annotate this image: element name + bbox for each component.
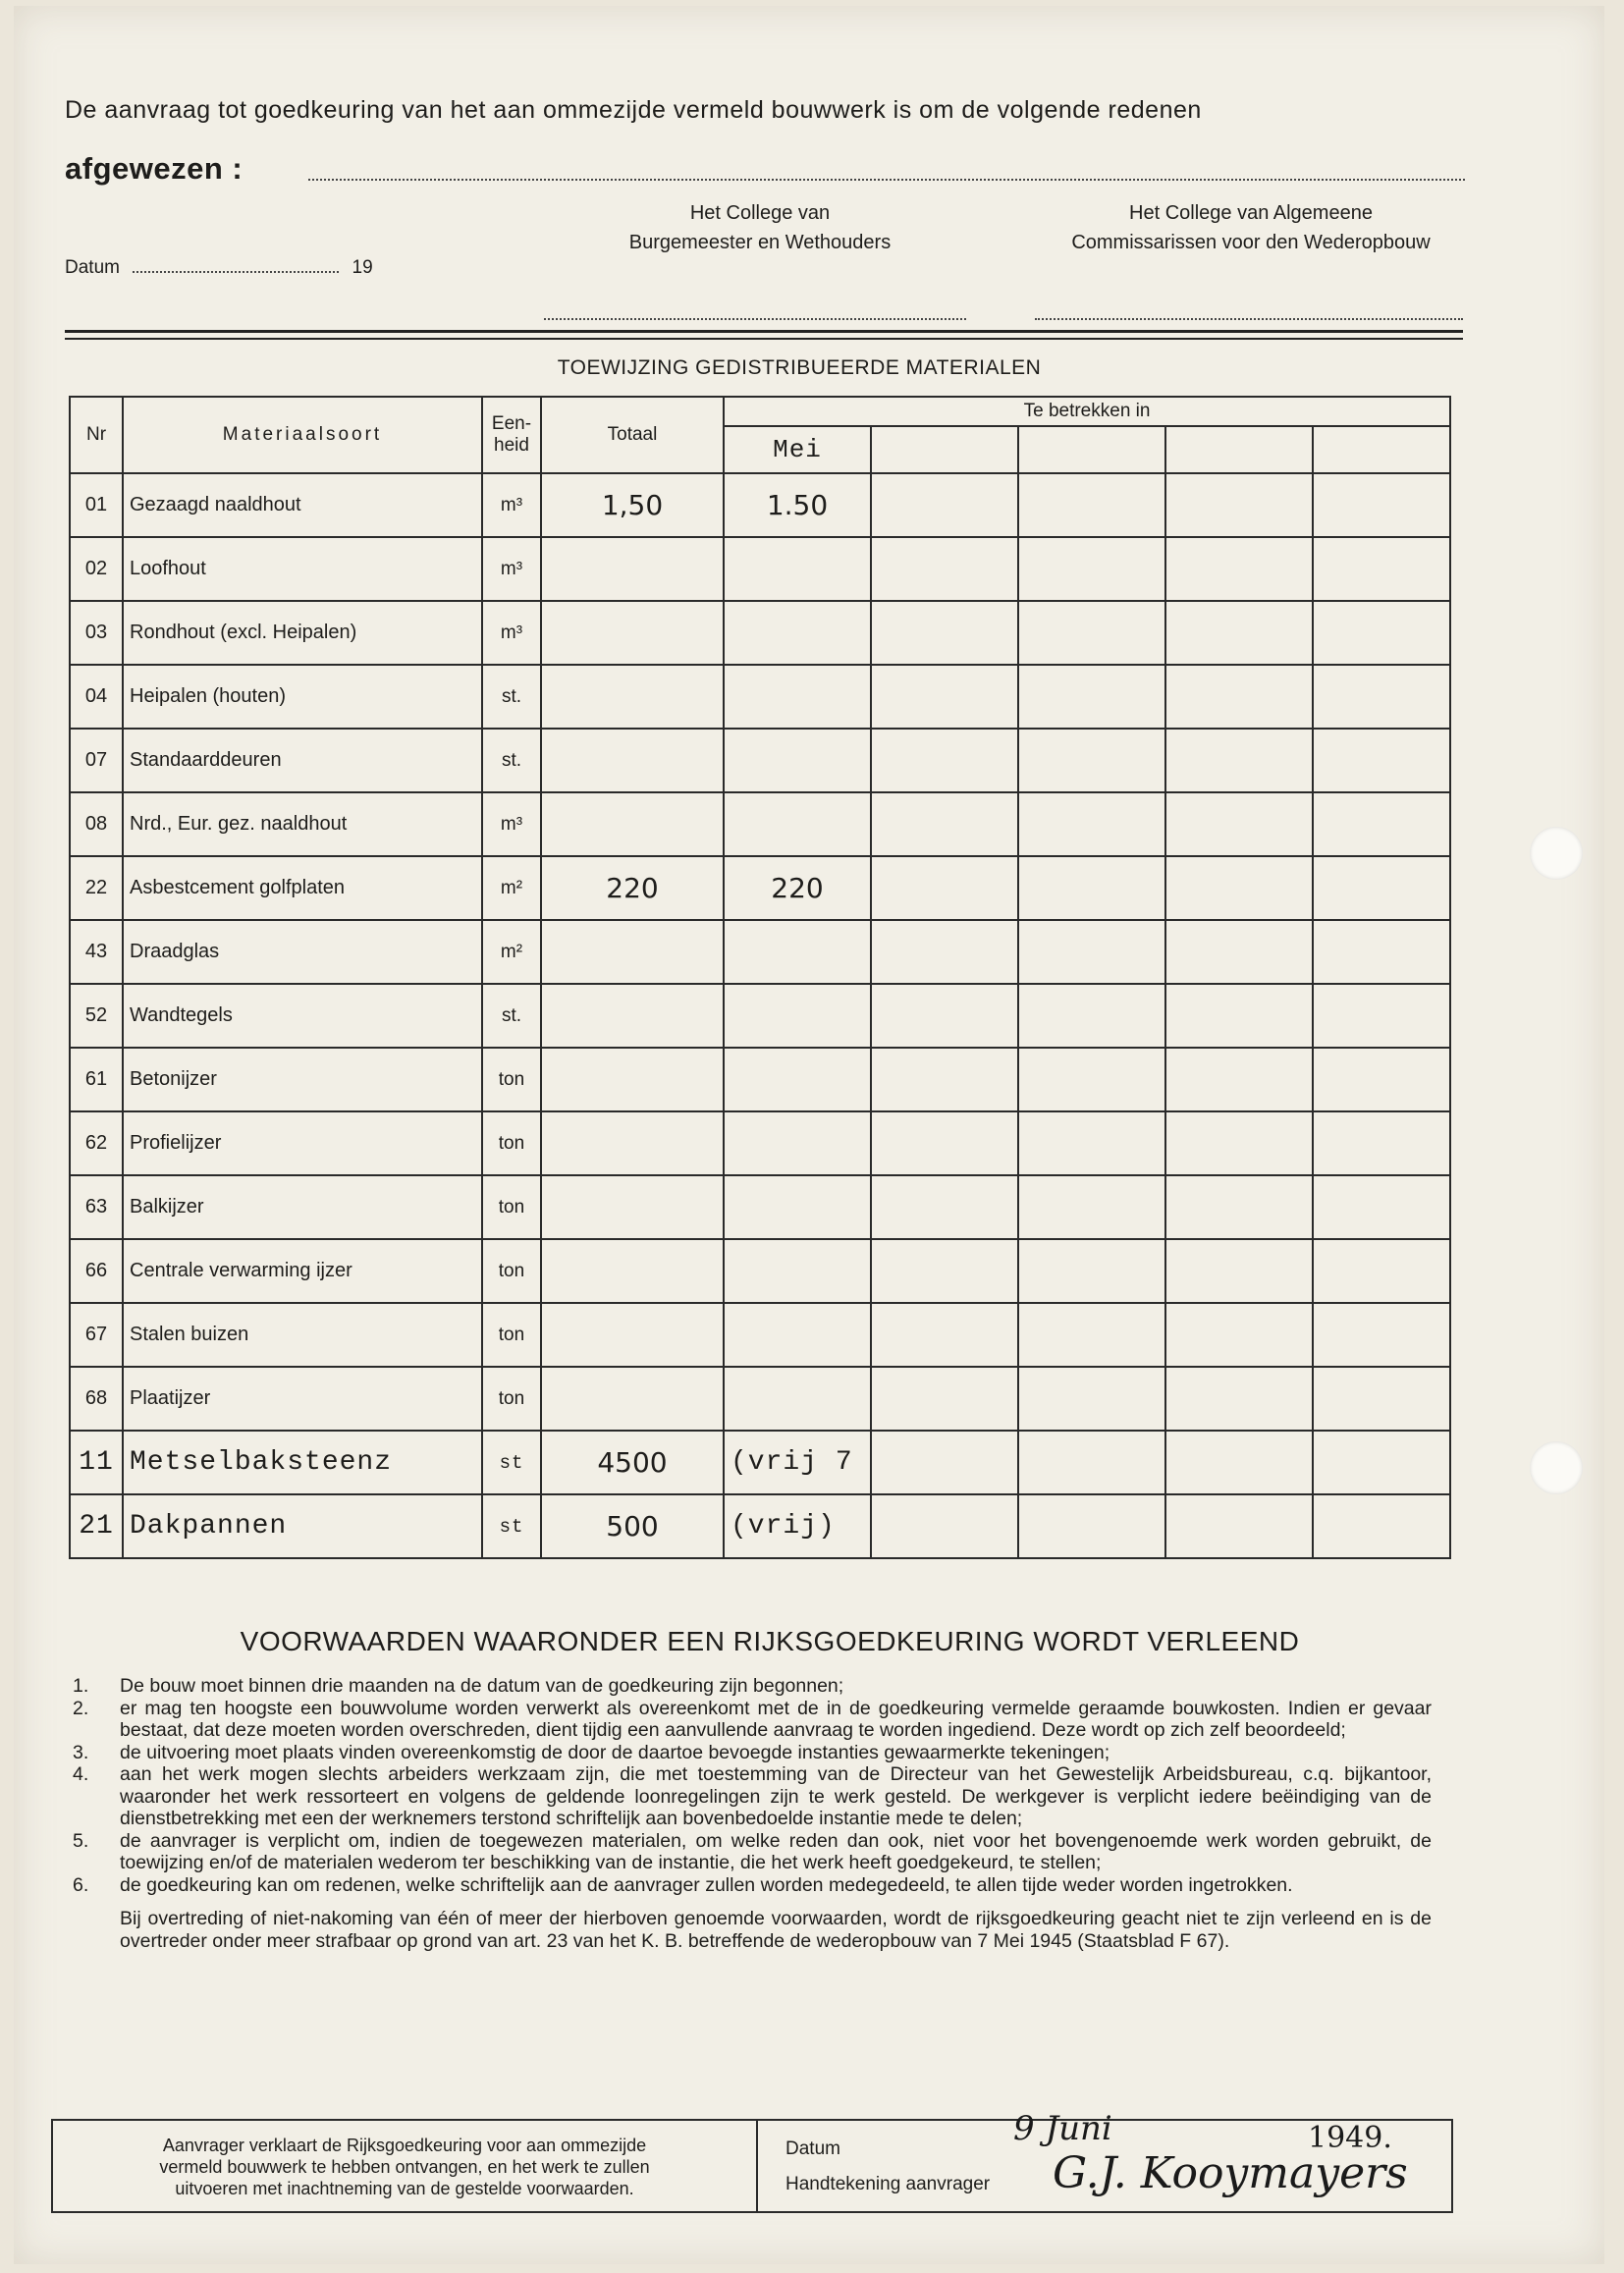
row-month-mei: (vrij) [724, 1494, 871, 1558]
college-commissarissen [1035, 198, 1467, 257]
row-month-mei [724, 1367, 871, 1431]
row-month-mei [724, 1048, 871, 1111]
declaration-text [53, 2121, 758, 2211]
row-totaal [541, 1175, 724, 1239]
row-month-5 [1313, 984, 1450, 1048]
row-month-2 [871, 1494, 1018, 1558]
condition-item [73, 1698, 1432, 1742]
row-unit: m² [482, 920, 541, 984]
row-month-mei [724, 665, 871, 729]
row-material: Standaarddeuren [123, 729, 482, 792]
row-month-mei: 220 [724, 856, 871, 920]
table-row [70, 1239, 1450, 1303]
row-month-2 [871, 1111, 1018, 1175]
condition-item [73, 1830, 1432, 1874]
table-row [70, 1175, 1450, 1239]
row-material: Loofhout [123, 537, 482, 601]
condition-number: 1. [73, 1675, 89, 1697]
row-month-5 [1313, 729, 1450, 792]
table-row-typed [70, 1431, 1450, 1494]
conditions-title: VOORWAARDEN WAARONDER EEN RIJKSGOEDKEURING WORDT VERLEEND [240, 1626, 1300, 1656]
row-material: Wandtegels [123, 984, 482, 1048]
header-materiaalsoort: Materiaalsoort [123, 397, 482, 473]
applicant-signature: G.J. Kooymayers [1053, 2148, 1408, 2198]
punch-hole-bottom [1530, 1441, 1583, 1494]
header-rule-bottom [65, 338, 1463, 340]
row-month-3 [1018, 856, 1165, 920]
row-material: Plaatijzer [123, 1367, 482, 1431]
row-totaal: 4500 [541, 1431, 724, 1494]
datum-year: 19 [352, 257, 373, 278]
row-totaal [541, 984, 724, 1048]
row-month-4 [1165, 1367, 1313, 1431]
condition-text: er mag ten hoogste een bouwvolume worden verwerkt als overeenkomt met de in de goedkeuring vermelde geraamde bouwkosten. Indien er gevaar bestaat, dat deze moeten worden overschreden, dient tijdig een aanvullende aanvraag te worden ingediend. Deze wordt op zich zelf beoordeeld; [120, 1697, 1432, 1741]
row-month-4 [1165, 1431, 1313, 1494]
materials-table [69, 396, 1451, 1559]
row-totaal: 500 [541, 1494, 724, 1558]
row-unit: st [482, 1431, 541, 1494]
table-row [70, 729, 1450, 792]
row-month-2 [871, 920, 1018, 984]
row-unit: ton [482, 1239, 541, 1303]
row-month-3 [1018, 729, 1165, 792]
row-month-5 [1313, 1367, 1450, 1431]
row-month-2 [871, 1367, 1018, 1431]
row-month-2 [871, 1048, 1018, 1111]
row-nr: 22 [70, 856, 123, 920]
row-nr: 63 [70, 1175, 123, 1239]
college-burgemeester [564, 198, 956, 257]
materials-rows [70, 473, 1450, 1558]
signature-area [758, 2109, 1451, 2211]
row-month-3 [1018, 792, 1165, 856]
row-month-2 [871, 792, 1018, 856]
row-month-5 [1313, 1111, 1450, 1175]
row-unit: st. [482, 729, 541, 792]
row-unit: ton [482, 1303, 541, 1367]
row-nr: 04 [70, 665, 123, 729]
row-month-2 [871, 984, 1018, 1048]
row-totaal [541, 1367, 724, 1431]
row-month-4 [1165, 1303, 1313, 1367]
row-totaal [541, 537, 724, 601]
datum-dots [133, 271, 339, 273]
header-eenheid [482, 397, 541, 473]
row-nr: 08 [70, 792, 123, 856]
row-totaal [541, 920, 724, 984]
intro-text: De aanvraag tot goedkeuring van het aan ommezijde vermeld bouwwerk is om de volgende redenen [65, 96, 1202, 124]
declaration-line3: uitvoeren met inachtneming van de gestelde voorwaarden. [175, 2179, 634, 2198]
table-row [70, 984, 1450, 1048]
row-month-4 [1165, 984, 1313, 1048]
row-month-3 [1018, 1048, 1165, 1111]
row-month-mei [724, 537, 871, 601]
row-material: Nrd., Eur. gez. naaldhout [123, 792, 482, 856]
condition-number: 4. [73, 1763, 89, 1785]
signature-line-college1 [544, 318, 966, 320]
datum-label: Datum [65, 257, 120, 278]
row-month-2 [871, 729, 1018, 792]
row-month-4 [1165, 537, 1313, 601]
row-material: Centrale verwarming ijzer [123, 1239, 482, 1303]
header-month-mei: Mei [724, 426, 871, 473]
row-month-5 [1313, 1431, 1450, 1494]
rejection-intro [65, 96, 1469, 125]
row-month-mei: 1.50 [724, 473, 871, 537]
row-nr: 52 [70, 984, 123, 1048]
row-month-2 [871, 665, 1018, 729]
row-month-4 [1165, 473, 1313, 537]
handtekening-label: Handtekening aanvrager [785, 2174, 991, 2194]
row-month-2 [871, 1431, 1018, 1494]
row-unit: ton [482, 1367, 541, 1431]
header-eenheid-1: Een- [491, 413, 532, 434]
row-month-mei: (vrij 7 [724, 1431, 871, 1494]
row-month-4 [1165, 1048, 1313, 1111]
row-nr: 67 [70, 1303, 123, 1367]
condition-item [73, 1874, 1432, 1897]
row-month-3 [1018, 665, 1165, 729]
row-month-mei [724, 729, 871, 792]
condition-number: 2. [73, 1697, 89, 1719]
row-month-mei [724, 920, 871, 984]
document-page [14, 6, 1604, 2264]
header-month-4 [1165, 426, 1313, 473]
condition-text: de aanvrager is verplicht om, indien de toegewezen materialen, om welke reden dan ook, niet voor het bovengenoemde werk worden gebruikt, de toewijzing en/of de materialen wederom ter beschikking van de instantie, die het werk heeft goedgekeurd, te stellen; [120, 1829, 1432, 1873]
row-totaal [541, 1303, 724, 1367]
row-month-4 [1165, 1175, 1313, 1239]
row-unit: m³ [482, 473, 541, 537]
table-row-typed [70, 1494, 1450, 1558]
row-nr: 02 [70, 537, 123, 601]
conditions-list [73, 1675, 1432, 1952]
row-nr: 01 [70, 473, 123, 537]
header-month-3 [1018, 426, 1165, 473]
row-totaal [541, 601, 724, 665]
row-material: Rondhout (excl. Heipalen) [123, 601, 482, 665]
row-month-mei [724, 601, 871, 665]
row-month-4 [1165, 601, 1313, 665]
afgewezen-label: afgewezen : [65, 151, 244, 186]
datum-field [65, 257, 373, 279]
row-nr: 21 [70, 1494, 123, 1558]
row-month-5 [1313, 1048, 1450, 1111]
row-nr: 62 [70, 1111, 123, 1175]
condition-text: de uitvoering moet plaats vinden overeenkomstig de door de daartoe bevoegde instanties gewaarmerkte tekeningen; [120, 1741, 1110, 1763]
table-row [70, 1367, 1450, 1431]
row-month-5 [1313, 1239, 1450, 1303]
header-nr: Nr [70, 397, 123, 473]
row-material: Betonijzer [123, 1048, 482, 1111]
college2-line1: Het College van Algemeene [1129, 202, 1373, 224]
row-month-4 [1165, 920, 1313, 984]
row-totaal [541, 1111, 724, 1175]
row-material: Metselbaksteenz [123, 1431, 482, 1494]
row-nr: 11 [70, 1431, 123, 1494]
row-unit: m³ [482, 601, 541, 665]
table-title: TOEWIJZING GEDISTRIBUEERDE MATERIALEN [557, 356, 1042, 379]
row-month-3 [1018, 537, 1165, 601]
row-month-4 [1165, 665, 1313, 729]
row-month-5 [1313, 1494, 1450, 1558]
table-row [70, 473, 1450, 537]
table-row [70, 1048, 1450, 1111]
row-material: Stalen buizen [123, 1303, 482, 1367]
row-unit: st. [482, 984, 541, 1048]
row-month-3 [1018, 920, 1165, 984]
row-month-mei [724, 984, 871, 1048]
row-month-4 [1165, 729, 1313, 792]
condition-item [73, 1742, 1432, 1764]
row-month-3 [1018, 601, 1165, 665]
row-month-3 [1018, 1494, 1165, 1558]
footer-year-value: 1949. [1308, 2121, 1392, 2155]
row-month-5 [1313, 856, 1450, 920]
row-month-3 [1018, 1111, 1165, 1175]
condition-number: 5. [73, 1829, 89, 1852]
row-month-2 [871, 473, 1018, 537]
table-row [70, 665, 1450, 729]
row-month-5 [1313, 792, 1450, 856]
row-month-5 [1313, 473, 1450, 537]
row-nr: 43 [70, 920, 123, 984]
conditions-closing: Bij overtreding of niet-nakoming van één of meer der hierboven genoemde voorwaarden, wordt de rijksgoedkeuring geacht niet te zijn verleend en is de overtreder onder meer strafbaar op grond van art. 23 van het K. B. betreffende de wederopbouw van 7 Mei 1945 (Staatsblad F 67). [120, 1908, 1432, 1952]
table-row [70, 920, 1450, 984]
declaration-line2: vermeld bouwwerk te hebben ontvangen, en het werk te zullen [159, 2157, 650, 2177]
header-te-betrekken: Te betrekken in [724, 397, 1450, 426]
row-material: Balkijzer [123, 1175, 482, 1239]
row-totaal: 220 [541, 856, 724, 920]
signature-line-college2 [1035, 318, 1463, 320]
row-nr: 07 [70, 729, 123, 792]
row-month-mei [724, 1111, 871, 1175]
table-row [70, 1303, 1450, 1367]
row-month-mei [724, 1239, 871, 1303]
footer-datum-label: Datum [785, 2138, 840, 2159]
row-month-2 [871, 856, 1018, 920]
header-month-5 [1313, 426, 1450, 473]
table-row [70, 792, 1450, 856]
row-month-2 [871, 1239, 1018, 1303]
row-month-mei [724, 1303, 871, 1367]
condition-text: aan het werk mogen slechts arbeiders werkzaam zijn, die met toestemming van de Directeur van het Gewestelijk Arbeidsbureau, c.q. bijkantoor, waaronder het werk ressorteert en volgens de geldende loonregelingen zijn te werk gesteld. De werkgever is verplicht iedere beëindiging van de dienstbetrekking met een der werknemers terstond schriftelijk aan bovenbedoelde instantie mede te delen; [120, 1763, 1432, 1829]
condition-text: de goedkeuring kan om redenen, welke schriftelijk aan de aanvrager zullen worden medegedeeld, te allen tijde weder worden ingetrokken. [120, 1873, 1293, 1896]
row-unit: m³ [482, 792, 541, 856]
row-month-5 [1313, 920, 1450, 984]
row-material: Profielijzer [123, 1111, 482, 1175]
reason-line [308, 179, 1465, 181]
header-rule-top [65, 330, 1463, 333]
row-month-5 [1313, 1175, 1450, 1239]
row-nr: 61 [70, 1048, 123, 1111]
row-month-mei [724, 1175, 871, 1239]
row-month-3 [1018, 1431, 1165, 1494]
row-month-3 [1018, 1303, 1165, 1367]
row-month-4 [1165, 1111, 1313, 1175]
punch-hole-top [1530, 827, 1583, 880]
footer-datum-value: 9 Juni [1013, 2109, 1112, 2148]
row-month-3 [1018, 984, 1165, 1048]
row-unit: st [482, 1494, 541, 1558]
row-month-5 [1313, 601, 1450, 665]
condition-item [73, 1763, 1432, 1830]
row-month-2 [871, 601, 1018, 665]
row-totaal [541, 1239, 724, 1303]
table-row [70, 856, 1450, 920]
row-nr: 66 [70, 1239, 123, 1303]
row-material: Heipalen (houten) [123, 665, 482, 729]
row-unit: ton [482, 1111, 541, 1175]
condition-number: 3. [73, 1741, 89, 1763]
condition-number: 6. [73, 1873, 89, 1896]
row-month-mei [724, 792, 871, 856]
header-eenheid-2: heid [494, 435, 529, 456]
college2-line2: Commissarissen voor den Wederopbouw [1071, 232, 1431, 253]
row-month-2 [871, 1303, 1018, 1367]
row-unit: ton [482, 1048, 541, 1111]
row-totaal [541, 1048, 724, 1111]
row-nr: 03 [70, 601, 123, 665]
row-unit: st. [482, 665, 541, 729]
row-unit: m² [482, 856, 541, 920]
row-unit: m³ [482, 537, 541, 601]
row-totaal [541, 729, 724, 792]
row-unit: ton [482, 1175, 541, 1239]
row-material: Asbestcement golfplaten [123, 856, 482, 920]
row-material: Gezaagd naaldhout [123, 473, 482, 537]
row-material: Dakpannen [123, 1494, 482, 1558]
row-totaal: 1,50 [541, 473, 724, 537]
row-month-3 [1018, 473, 1165, 537]
table-row [70, 1111, 1450, 1175]
row-totaal [541, 665, 724, 729]
college1-line1: Het College van [689, 202, 831, 224]
row-month-2 [871, 537, 1018, 601]
declaration-line1: Aanvrager verklaart de Rijksgoedkeuring voor aan ommezijde [162, 2136, 647, 2155]
condition-text: De bouw moet binnen drie maanden na de datum van de goedkeuring zijn begonnen; [120, 1675, 844, 1697]
row-month-5 [1313, 537, 1450, 601]
declaration-box [51, 2109, 1453, 2213]
table-row [70, 537, 1450, 601]
row-month-4 [1165, 1239, 1313, 1303]
row-month-3 [1018, 1239, 1165, 1303]
table-row [70, 601, 1450, 665]
row-month-4 [1165, 1494, 1313, 1558]
row-totaal [541, 792, 724, 856]
header-month-2 [871, 426, 1018, 473]
row-month-5 [1313, 665, 1450, 729]
row-material: Draadglas [123, 920, 482, 984]
row-month-3 [1018, 1367, 1165, 1431]
college1-line2: Burgemeester en Wethouders [628, 232, 892, 253]
header-totaal: Totaal [541, 397, 724, 473]
condition-item [73, 1675, 1432, 1698]
row-month-4 [1165, 792, 1313, 856]
row-month-2 [871, 1175, 1018, 1239]
row-month-4 [1165, 856, 1313, 920]
row-month-5 [1313, 1303, 1450, 1367]
row-nr: 68 [70, 1367, 123, 1431]
row-month-3 [1018, 1175, 1165, 1239]
